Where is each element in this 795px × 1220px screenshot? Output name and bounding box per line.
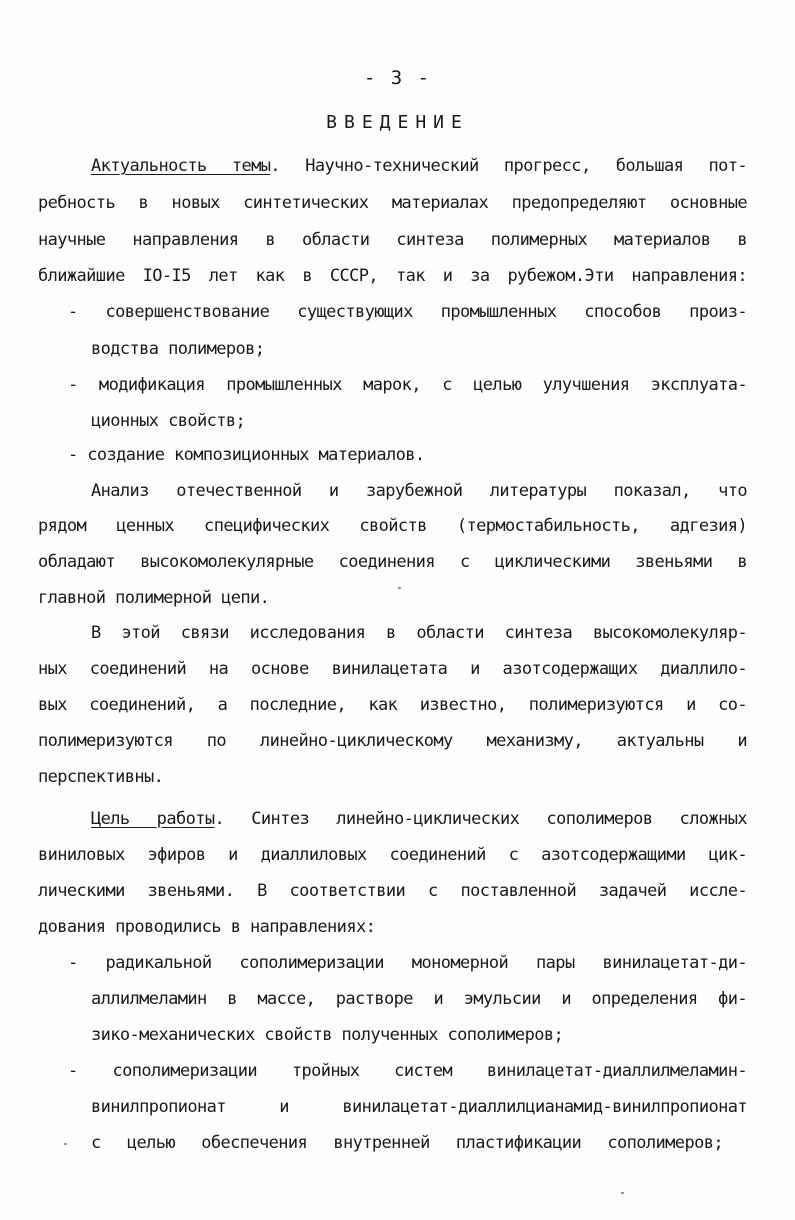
goal-item-1-line-2: аллилмеламин в массе, растворе и эмульсии и определения фи- (91, 989, 747, 1009)
goal-text-1: . Синтез линейно-циклических сополимеров сложных (214, 809, 747, 829)
goal-line-4: дования проводились в направлениях: (38, 917, 376, 937)
connection-line-3: вых соединений, а последние, как известно, полимеризуются и со- (38, 695, 747, 715)
relevance-item-1-line-1: - совершенствование существующих промышленных способов произ- (68, 302, 747, 322)
relevance-item-1-line-2: водства полимеров; (91, 339, 265, 359)
relevance-line-3: научные направления в области синтеза полимерных материалов в (38, 230, 747, 250)
goal-line-3: лическими звеньями. В соответствии с поставленной задачей иссле- (38, 881, 747, 901)
relevance-line-4: ближайшие IO-I5 лет как в СССР, так и за рубежом.Эти направления: (38, 266, 747, 286)
analysis-line-1: Анализ отечественной и зарубежной литературы показал, что (91, 481, 747, 501)
connection-line-2: ных соединений на основе винилацетата и азотсодержащих диаллило- (38, 659, 747, 679)
scan-speck (621, 1192, 624, 1194)
scan-speck (64, 1143, 67, 1145)
goal-item-2-line-1: - сополимеризации тройных систем винилацетат-диаллилмеламин- (68, 1061, 747, 1081)
goal-item-1-line-3: зико-механических свойств полученных сополимеров; (91, 1025, 564, 1045)
relevance-line-1 (91, 155, 747, 177)
relevance-item-3-line-1: - создание композиционных материалов. (68, 445, 425, 465)
relevance-item-2-line-2: ционных свойств; (91, 411, 246, 431)
goal-item-2-line-3: с целью обеспечения внутренней пластификации сополимеров; (91, 1133, 723, 1153)
scan-speck (398, 587, 401, 589)
connection-line-1: В этой связи исследования в области синтеза высокомолекуляр- (91, 623, 747, 643)
goal-label: Цель работы (91, 809, 215, 829)
analysis-line-4: главной полимерной цепи. (38, 588, 270, 608)
connection-line-4: полимеризуются по линейно-циклическому механизму, актуальны и (38, 731, 747, 751)
goal-line-1 (91, 808, 747, 830)
page-number: - 3 - (363, 67, 432, 89)
connection-line-5: перспективны. (38, 767, 164, 787)
relevance-item-2-line-1: - модификация промышленных марок, с целью улучшения эксплуата- (68, 375, 747, 395)
goal-line-2: виниловых эфиров и диаллиловых соединений с азотсодержащими цик- (38, 845, 747, 865)
analysis-line-2: рядом ценных специфических свойств (термостабильность, адгезия) (38, 516, 747, 536)
relevance-line-2: ребность в новых синтетических материалах предопределяют основные (38, 193, 747, 213)
analysis-line-3: обладают высокомолекулярные соединения с циклическими звеньями в (38, 552, 747, 572)
section-heading: ВВЕДЕНИЕ (326, 112, 469, 133)
relevance-text-1: . Научно-технический прогресс, большая пот- (270, 156, 747, 176)
relevance-label: Актуальность темы (91, 156, 271, 176)
goal-item-1-line-1: - радикальной сополимеризации мономерной пары винилацетат-ди- (68, 953, 747, 973)
goal-item-2-line-2: винилпропионат и винилацетат-диаллилцианамид-винилпропионат (91, 1097, 747, 1117)
